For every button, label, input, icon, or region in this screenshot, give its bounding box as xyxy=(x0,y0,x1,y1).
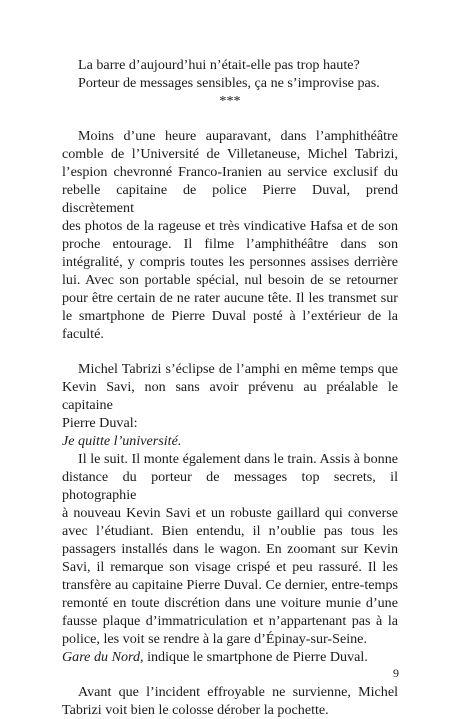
paragraph-line: Pierre Duval: xyxy=(62,415,138,431)
paragraph-line: fausse plaque d’immatriculation et n’appartenant pas à la xyxy=(62,613,398,629)
paragraph-line: rebelle capitaine de police Pierre Duval, prend discrètement xyxy=(62,182,398,216)
paragraph-line: Il le suit. Il monte également dans le train. Assis à bonne xyxy=(78,451,398,467)
paragraph-line: proche entourage. Il filme l’amphithéâtre dans son xyxy=(62,236,398,252)
paragraph-line: distance du porteur de messages top secrets, il photographie xyxy=(62,469,398,503)
spacer xyxy=(62,110,398,127)
book-page xyxy=(62,56,398,719)
paragraph-line: pour être certain de ne rater aucune tête. Il les transmet sur xyxy=(62,290,398,306)
section-separator: *** xyxy=(219,93,241,109)
paragraph-line: avec l’étudiant. Bien entendu, il n’oublie pas tous les xyxy=(62,523,398,539)
spacer xyxy=(62,343,398,360)
text-message: Gare du Nord xyxy=(62,649,141,665)
paragraph-line: des photos de la rageuse et très vindicative Hafsa et de son xyxy=(62,218,398,234)
message-suffix: , indique le smartphone de Pierre Duval. xyxy=(140,649,368,665)
paragraph-line: faculté. xyxy=(62,326,104,342)
paragraph-4 xyxy=(62,683,398,719)
paragraph-line: Michel Tabrizi s’éclipse de l’amphi en même temps que xyxy=(78,361,398,377)
spacer xyxy=(62,666,398,683)
page-number: 9 xyxy=(393,666,399,680)
paragraph-line: Savi, il remarque son visage crispé et peu rassuré. Il les xyxy=(62,559,398,575)
question-line: La barre d’aujourd’hui n’était-elle pas trop haute? xyxy=(78,57,360,73)
paragraph-line: police, les voit se rendre à la gare d’Épinay-sur-Seine. xyxy=(62,631,367,647)
paragraph-line: comble de l’Université de Villetaneuse, Michel Tabrizi, xyxy=(62,146,398,162)
paragraph-line: passagers installés dans le wagon. En zoomant sur Kevin xyxy=(62,541,398,557)
statement-line: Porteur de messages sensibles, ça ne s’improvise pas. xyxy=(78,75,380,91)
paragraph-line: l’espion chevronné Franco-Iranien au service exclusif du xyxy=(62,164,398,180)
paragraph-line: à nouveau Kevin Savi et un robuste gaillard qui converse xyxy=(62,505,398,521)
paragraph-1 xyxy=(62,127,398,343)
paragraph-line: intégralité, y compris toutes les personnes assises derrière xyxy=(62,254,398,270)
paragraph-line: Tabrizi voit bien le colosse dérober la pochette. xyxy=(62,702,329,718)
paragraph-line: remonté en toute discrétion dans une voiture munie d’une xyxy=(62,595,398,611)
paragraph-line: Avant que l’incident effroyable ne survienne, Michel xyxy=(78,684,398,700)
paragraph-3 xyxy=(62,450,398,648)
smartphone-message-line xyxy=(62,648,398,666)
paragraph-line: Moins d’une heure auparavant, dans l’amphithéâtre xyxy=(78,128,398,144)
paragraph-line: le smartphone de Pierre Duval posté à l’extérieur de la xyxy=(62,308,398,324)
text-message: Je quitte l’université. xyxy=(62,433,182,449)
paragraph-line: lui. Avec son portable spécial, nul besoin de se retourner xyxy=(62,272,398,288)
paragraph-2 xyxy=(62,360,398,432)
paragraph-line: Kevin Savi, non sans avoir prévenu au préalable le capitaine xyxy=(62,379,398,413)
paragraph-line: transfère au capitaine Pierre Duval. Ce dernier, entre-temps xyxy=(62,577,398,593)
